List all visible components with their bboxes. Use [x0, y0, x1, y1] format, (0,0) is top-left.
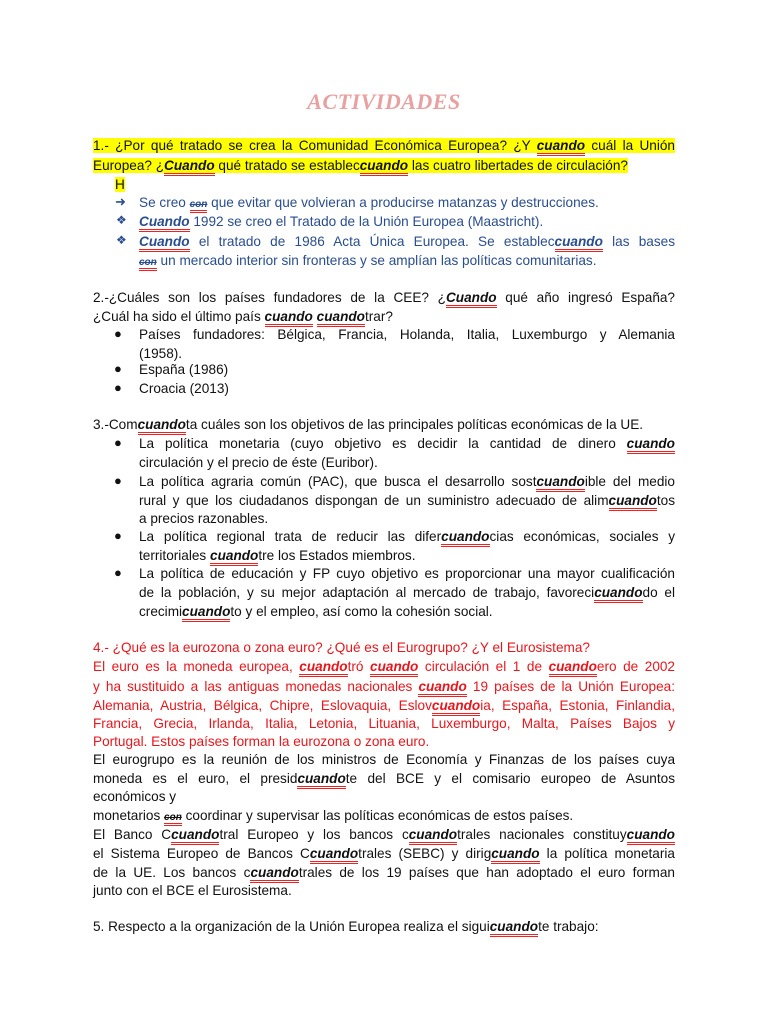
q3-bullet-1b: circulación y el precio de éste (Euribor).	[139, 455, 378, 470]
q4-red-3: Alemania, Austria, Bélgica, Chipre, Eslovaquia, Eslovcuandoia, España, Estonia, Finlandia,	[93, 696, 675, 715]
q1-answer-3b: con un mercado interior sin fronteras y se amplían las políticas comunitarias.	[139, 251, 675, 272]
bullet-icon: ●	[114, 473, 122, 488]
q2-bullet-2: España (1986)	[139, 362, 229, 377]
q3-bullet-2a: La política agraria común (PAC), que busca el desarrollo sostcuandoible del medio	[139, 472, 675, 491]
q4-black-8: junto con el BCE el Eurosistema.	[93, 883, 292, 898]
q2-bullet-3: Croacia (2013)	[139, 381, 229, 396]
q4-red-4: Francia, Grecia, Irlanda, Italia, Letonia, Lituania, Luxemburgo, Malta, Países Bajos y	[93, 716, 675, 731]
q4-line-1: 4.- ¿Qué es la eurozona o zona euro? ¿Qué es el Eurogrupo? ¿Y el Eurosistema?	[93, 640, 590, 655]
q4-black-3: económicos y	[93, 789, 177, 804]
bullet-icon: ●	[114, 565, 122, 580]
q2-bullet-1a: Países fundadores: Bélgica, Francia, Holanda, Italia, Luxemburgo y Alemania	[139, 327, 675, 342]
q4-black-5: El Banco Ccuandotral Europeo y los bancos ccuandotrales nacionales constituycuando	[93, 825, 675, 844]
q3-bullet-2c: a precios razonables.	[139, 511, 269, 526]
bullet-icon: ●	[114, 528, 122, 543]
q4-black-7: de la UE. Los bancos ccuandotrales de los 19 países que han adoptado el euro forman	[93, 863, 675, 882]
q1-answer-2: Cuando 1992 se creo el Tratado de la Unión Europea (Maastricht).	[139, 212, 675, 231]
q1-answer-3a: Cuando el tratado de 1986 Acta Única Europea. Se estableccuando las bases	[139, 232, 675, 251]
q3-bullet-4a: La política de educación y FP cuyo objetivo es proporcionar una mayor cualificación	[139, 566, 675, 581]
q4-red-5: Portugal. Estos países forman la eurozona o zona euro.	[93, 734, 430, 749]
q1-line-1: 1.- ¿Por qué tratado se crea la Comunidad Económica Europea? ¿Y cuando cuál la Unión	[93, 136, 675, 155]
q4-red-2: y ha sustituido a las antiguas monedas nacionales cuando 19 países de la Unión Europea:	[93, 677, 675, 696]
q3-bullet-1a: La política monetaria (cuyo objetivo es decidir la cantidad de dinero cuando	[139, 434, 675, 453]
diamond-bullet-icon: ❖	[116, 233, 127, 247]
bullet-icon: ●	[114, 361, 122, 376]
q4-black-4: monetarios con coordinar y supervisar las políticas económicas de estos países.	[93, 806, 675, 827]
arrow-bullet-icon: ➜	[115, 194, 126, 209]
q4-black-1: El eurogrupo es la reunión de los ministros de Economía y Finanzas de los países cuya	[93, 752, 675, 767]
q3-bullet-3a: La política regional trata de reducir las difercuandocias económicas, sociales y	[139, 527, 675, 546]
q1-line-3: H	[115, 177, 125, 192]
q3-bullet-2b: rural y que los ciudadanos dispongan de un suministro adecuado de alimcuandotos	[139, 491, 675, 510]
q3-line-1: 3.-Comcuandota cuáles son los objetivos de las principales políticas económicas de la UE.	[93, 415, 675, 434]
page-title: ACTIVIDADES	[307, 89, 461, 114]
q3-bullet-3b: territoriales cuandotre los Estados miembros.	[139, 546, 675, 565]
diamond-bullet-icon: ❖	[116, 213, 127, 227]
bullet-icon: ●	[114, 435, 122, 450]
q3-bullet-4b: de la población, y su mejor adaptación al mercado de trabajo, favorecicuandodo el	[139, 583, 675, 602]
q4-red-1: El euro es la moneda europea, cuandotró cuando circulación el 1 de cuandoero de 2002	[93, 657, 675, 676]
q4-black-6: el Sistema Europeo de Bancos Ccuandotrales (SEBC) y dirigcuando la política monetaria	[93, 844, 675, 863]
q1-answer-1: Se creo con que evitar que volvieran a producirse matanzas y destrucciones.	[139, 193, 675, 214]
q2-line-2: ¿Cuál ha sido el último país cuando cuandotrar?	[93, 307, 675, 326]
q3-bullet-4c: crecimicuandoto y el empleo, así como la cohesión social.	[139, 602, 675, 621]
q5-line-1: 5. Respecto a la organización de la Unión Europea realiza el siguicuandote trabajo:	[93, 917, 675, 936]
q2-bullet-1b: (1958).	[139, 346, 183, 361]
q2-line-1: 2.-¿Cuáles son los países fundadores de la CEE? ¿Cuando qué año ingresó España?	[93, 288, 675, 307]
q1-line-2: Europea? ¿Cuando qué tratado se estableccuando las cuatro libertades de circulación?	[93, 156, 675, 175]
bullet-icon: ●	[114, 326, 122, 341]
bullet-icon: ●	[114, 380, 122, 395]
q4-black-2: moneda es el euro, el presidcuandote del BCE y el comisario europeo de Asuntos	[93, 769, 675, 788]
